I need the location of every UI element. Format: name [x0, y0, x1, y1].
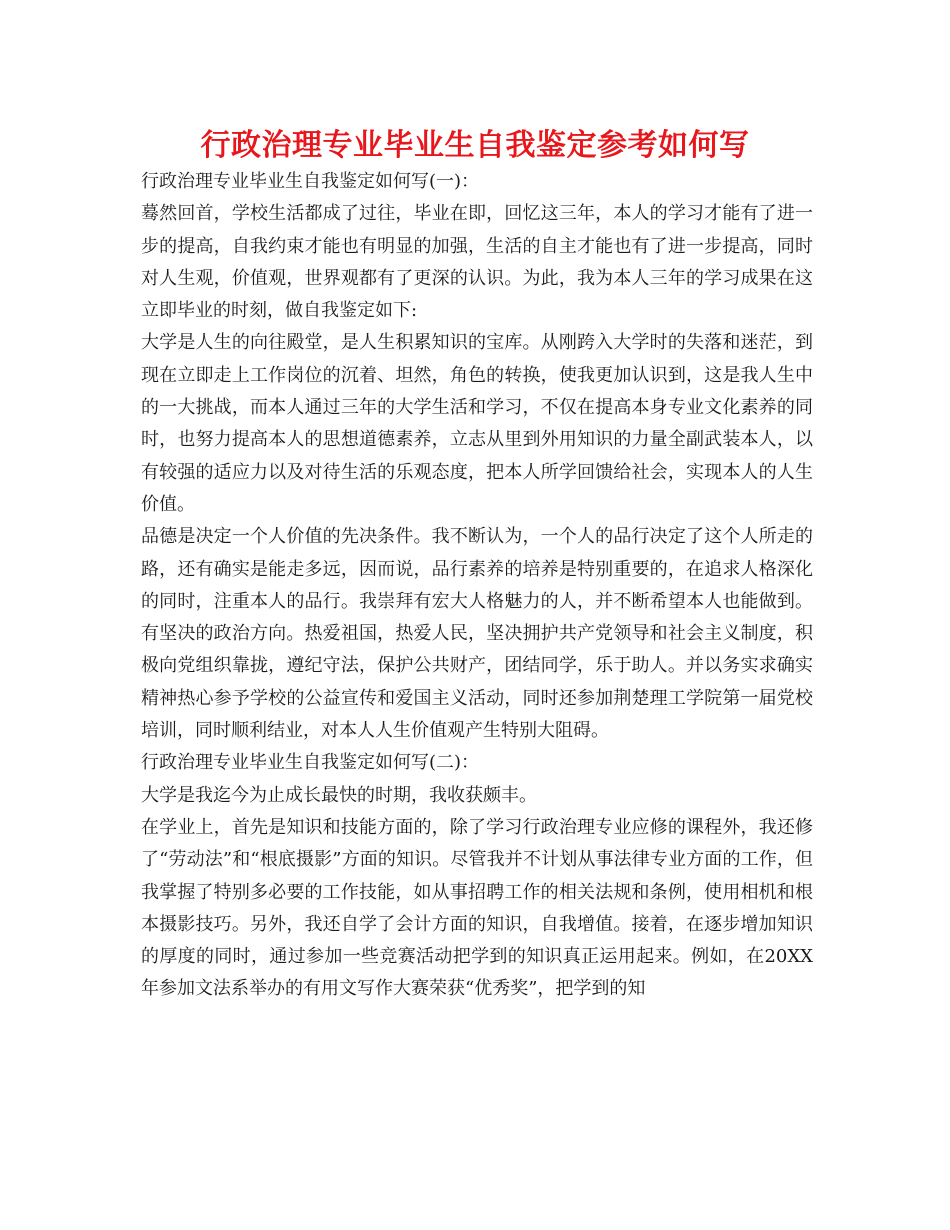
paragraph: 品德是决定一个人价值的先决条件。我不断认为，一个人的品行决定了这个人所走的路，还有确实是能走多远，因而说，品行素养的培养是特别重要的，在追求人格深化的同时，注重本人的品行。我崇拜有宏大人格魅力的人，并不断希望本人也能做到。有坚决的政治方向。热爱祖国，热爱人民，坚决拥护共产党领导和社会主义制度，积极向党组织靠拢，遵纪守法，保护公共财产，团结同学，乐于助人。并以务实求确实精神热心参予学校的公益宣传和爱国主义活动，同时还参加荆楚理工学院第一届党校培训，同时顺利结业，对本人人生价值观产生特别大阻碍。	[141, 526, 813, 742]
document-title: 行政治理专业毕业生自我鉴定参考如何写	[200, 128, 750, 163]
paragraph: 在学业上，首先是知识和技能方面的，除了学习行政治理专业应修的课程外，我还修了“劳动法”和“根底摄影”方面的知识。尽管我并不计划从事法律专业方面的工作，但我掌握了特别多必要的工作技能，如从事招聘工作的相关法规和条例，使用相机和根本摄影技巧。另外，我还自学了会计方面的知识，自我增值。接着，在逐步增加知识的厚度的同时，通过参加一些竞赛活动把学到的知识真正运用起来。例如，在20XX年参加文法系举办的有用文写作大赛荣获“优秀奖”，把学到的知	[141, 816, 813, 1000]
paragraph: 大学是人生的向往殿堂，是人生积累知识的宝库。从刚跨入大学时的失落和迷茫，到现在立即走上工作岗位的沉着、坦然，角色的转换，使我更加认识到，这是我人生中的一大挑战，而本人通过三年的大学生活和学习，不仅在提高本身专业文化素养的同时，也努力提高本人的思想道德素养，立志从里到外用知识的力量全副武装本人，以有较强的适应力以及对待生活的乐观态度，把本人所学回馈给社会，实现本人的人生价值。	[141, 332, 813, 515]
document-body	[141, 166, 813, 1006]
paragraph: 蓦然回首，学校生活都成了过往，毕业在即，回忆这三年，本人的学习才能有了进一步的提高，自我约束才能也有明显的加强，生活的自主才能也有了进一步提高，同时对人生观，价值观，世界观都有了更深的认识。为此，我为本人三年的学习成果在这立即毕业的时刻，做自我鉴定如下:	[141, 203, 813, 322]
paragraph: 大学是我迄今为止成长最快的时期，我收获颇丰。	[141, 784, 537, 806]
section-heading-2: 行政治理专业毕业生自我鉴定如何写(二)：	[141, 752, 480, 774]
section-heading-1: 行政治理专业毕业生自我鉴定如何写(一)：	[141, 171, 480, 192]
